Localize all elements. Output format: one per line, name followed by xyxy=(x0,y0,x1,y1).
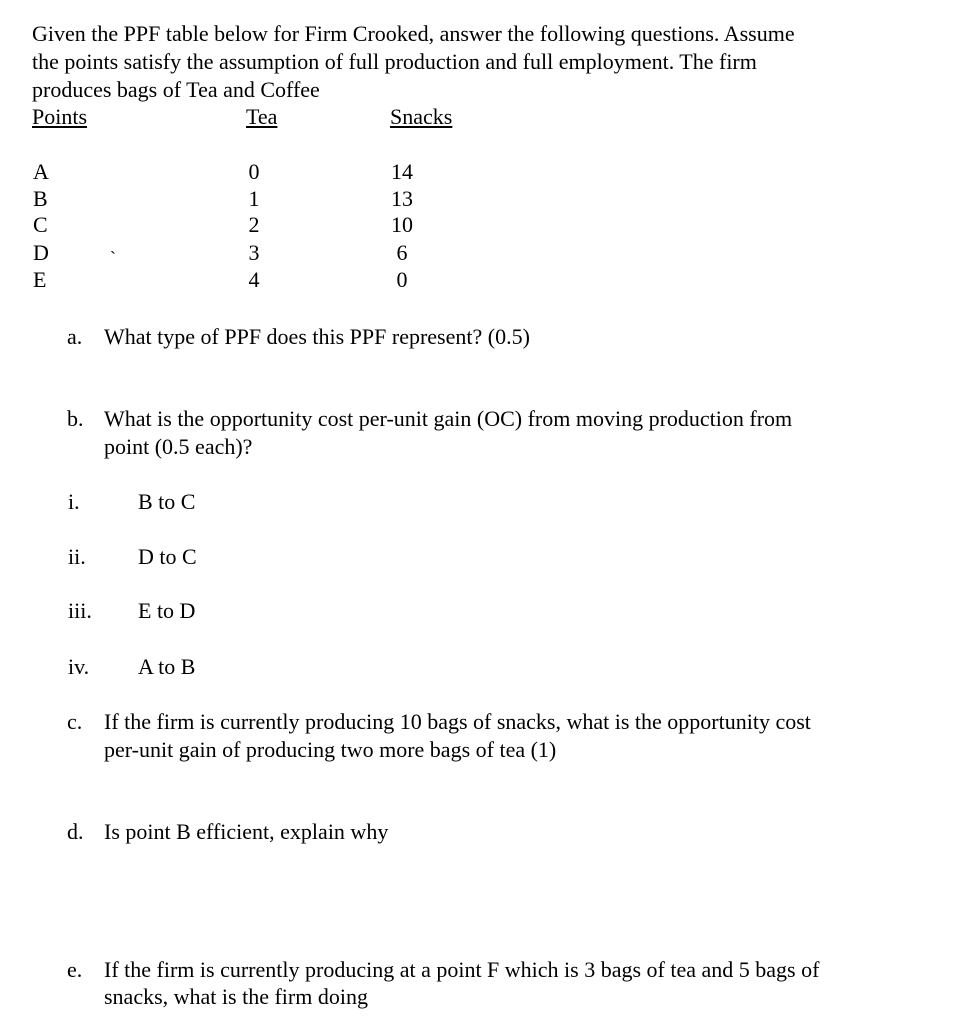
subquestion-ii-text: D to C xyxy=(138,544,197,569)
question-b-letter: b. xyxy=(67,406,84,431)
question-d-letter: d. xyxy=(67,819,84,844)
question-a-text: What type of PPF does this PPF represent? (0.5) xyxy=(104,324,530,349)
subquestion-i-text: B to C xyxy=(138,489,196,514)
header-tea: Tea xyxy=(246,104,278,129)
question-d-text: Is point B efficient, explain why xyxy=(104,819,389,844)
subquestion-iii-text: E to D xyxy=(138,598,196,623)
row-b-point: B xyxy=(33,186,48,211)
subquestion-i-number: i. xyxy=(68,489,80,514)
row-b-tea: 1 xyxy=(248,186,260,211)
row-d-point: D xyxy=(33,240,49,265)
subquestion-iii-number: iii. xyxy=(68,598,92,623)
row-c-snacks: 10 xyxy=(391,212,413,237)
subquestion-ii-number: ii. xyxy=(68,544,86,569)
question-c-letter: c. xyxy=(67,709,83,734)
question-b-line-2: point (0.5 each)? xyxy=(104,434,253,459)
intro-paragraph xyxy=(32,20,932,104)
stray-tick-mark: ` xyxy=(110,248,116,268)
question-b-line-1: What is the opportunity cost per-unit gain (OC) from moving production from xyxy=(104,406,793,431)
row-e-point: E xyxy=(33,267,47,292)
row-a-tea: 0 xyxy=(248,159,260,184)
question-c-line-1: If the firm is currently producing 10 bags of snacks, what is the opportunity cost xyxy=(104,709,811,734)
row-a-point: A xyxy=(33,159,49,184)
row-e-tea: 4 xyxy=(248,267,260,292)
question-e-line-2: snacks, what is the firm doing xyxy=(104,984,368,1009)
row-d-tea: 3 xyxy=(248,240,260,265)
row-c-point: C xyxy=(33,212,48,237)
row-e-snacks: 0 xyxy=(396,267,408,292)
header-points: Points xyxy=(32,104,88,129)
question-e-letter: e. xyxy=(67,957,83,982)
subquestion-iv-text: A to B xyxy=(138,654,196,679)
intro-line-3: produces bags of Tea and Coffee xyxy=(32,77,320,102)
question-e-line-1: If the firm is currently producing at a point F which is 3 bags of tea and 5 bags of xyxy=(104,957,820,982)
question-a-letter: a. xyxy=(67,324,83,349)
row-c-tea: 2 xyxy=(248,212,260,237)
subquestion-iv-number: iv. xyxy=(68,654,90,679)
row-a-snacks: 14 xyxy=(391,159,413,184)
header-snacks: Snacks xyxy=(390,104,453,129)
intro-line-1: Given the PPF table below for Firm Crooked, answer the following questions. Assume xyxy=(32,21,795,46)
intro-line-2: the points satisfy the assumption of full production and full employment. The firm xyxy=(32,49,757,74)
row-d-snacks: 6 xyxy=(396,240,408,265)
row-b-snacks: 13 xyxy=(391,186,413,211)
question-c-line-2: per-unit gain of producing two more bags of tea (1) xyxy=(104,737,557,762)
